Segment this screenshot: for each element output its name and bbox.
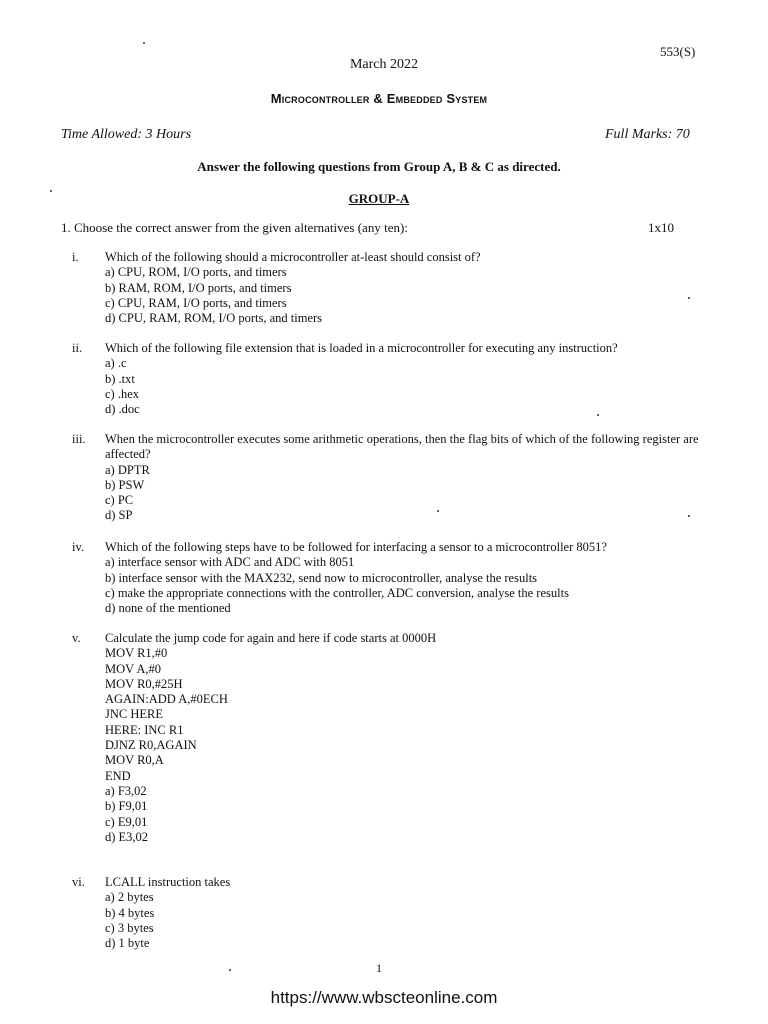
option-line: d) SP [105, 508, 133, 523]
question-body [105, 432, 700, 524]
instructions: Answer the following questions from Group A, B & C as directed. [197, 159, 561, 174]
option-line: a) 2 bytes [105, 890, 154, 905]
question-body [105, 875, 700, 951]
section-question: 1. Choose the correct answer from the given alternatives (any ten): [61, 220, 408, 235]
code-line: HERE: INC R1 [105, 722, 184, 737]
option-line: b) F9,01 [105, 799, 148, 814]
question-text: Which of the following steps have to be followed for interfacing a sensor to a microcontroller 8051? [105, 540, 607, 554]
scan-speck [688, 515, 690, 517]
option-line: a) F3,02 [105, 783, 147, 798]
scan-speck [50, 190, 52, 192]
question-body [105, 631, 700, 845]
option-line: a) interface sensor with ADC and ADC with 8051 [105, 555, 355, 570]
time-allowed: Time Allowed: 3 Hours [61, 127, 192, 142]
option-line: d) CPU, RAM, ROM, I/O ports, and timers [105, 311, 323, 326]
option-line: b) PSW [105, 477, 145, 492]
option-line: c) .hex [105, 386, 140, 401]
option-line: a) CPU, ROM, I/O ports, and timers [105, 265, 287, 280]
scan-speck [688, 297, 690, 299]
question-number: ii. [72, 341, 83, 355]
question-body [105, 250, 700, 326]
page-number: 1 [376, 961, 382, 975]
scan-speck [597, 414, 599, 416]
question-number: v. [72, 631, 81, 645]
question-text: When the microcontroller executes some arithmetic operations, then the flag bits of which of the following register are affected? [105, 432, 699, 462]
option-line: a) .c [105, 356, 127, 371]
group-title: GROUP-A [348, 191, 410, 206]
question-text: LCALL instruction takes [105, 875, 231, 889]
option-line: c) make the appropriate connections with the controller, ADC conversion, analyse the results [105, 585, 569, 600]
scan-speck [143, 42, 145, 44]
option-line: a) DPTR [105, 462, 150, 477]
option-line: c) CPU, RAM, I/O ports, and timers [105, 295, 287, 310]
option-line: c) E9,01 [105, 814, 148, 829]
code-line: JNC HERE [105, 707, 163, 722]
question-text: Calculate the jump code for again and here if code starts at 0000H [105, 631, 437, 645]
option-line: b) interface sensor with the MAX232, send now to microcontroller, analyse the results [105, 570, 538, 585]
option-line: d) .doc [105, 402, 140, 417]
code-line: END [105, 768, 131, 783]
code-line: MOV R0,#25H [105, 676, 183, 691]
question-number: vi. [72, 875, 85, 889]
code-line: DJNZ R0,AGAIN [105, 738, 197, 753]
question-body [105, 540, 700, 616]
code-line: MOV R0,A [105, 753, 164, 768]
option-line: d) 1 byte [105, 936, 150, 951]
option-line: d) none of the mentioned [105, 601, 231, 616]
question-text: Which of the following file extension that is loaded in a microcontroller for executing any instruction? [105, 341, 618, 355]
question-body [105, 341, 700, 417]
code-line: AGAIN:ADD A,#0ECH [105, 692, 228, 707]
exam-date: March 2022 [349, 57, 419, 72]
subject-title: Microcontroller & Embedded System [270, 91, 488, 106]
code-line: MOV R1,#0 [105, 646, 168, 661]
section-marks: 1x10 [648, 220, 674, 235]
code-line: MOV A,#0 [105, 661, 162, 676]
scan-speck [229, 969, 231, 971]
question-text: Which of the following should a microcontroller at-least should consist of? [105, 250, 481, 264]
full-marks: Full Marks: 70 [605, 127, 690, 142]
option-line: d) E3,02 [105, 829, 149, 844]
option-line: c) 3 bytes [105, 920, 154, 935]
option-line: b) .txt [105, 371, 135, 386]
option-line: b) 4 bytes [105, 905, 155, 920]
paper-code: 553(S) [660, 44, 696, 59]
question-number: iii. [72, 432, 86, 446]
option-line: c) PC [105, 493, 134, 508]
option-line: b) RAM, ROM, I/O ports, and timers [105, 280, 292, 295]
footer-url: https://www.wbscteonline.com [270, 988, 498, 1007]
scan-speck [437, 510, 439, 512]
question-number: i. [72, 250, 79, 264]
question-number: iv. [72, 540, 85, 554]
